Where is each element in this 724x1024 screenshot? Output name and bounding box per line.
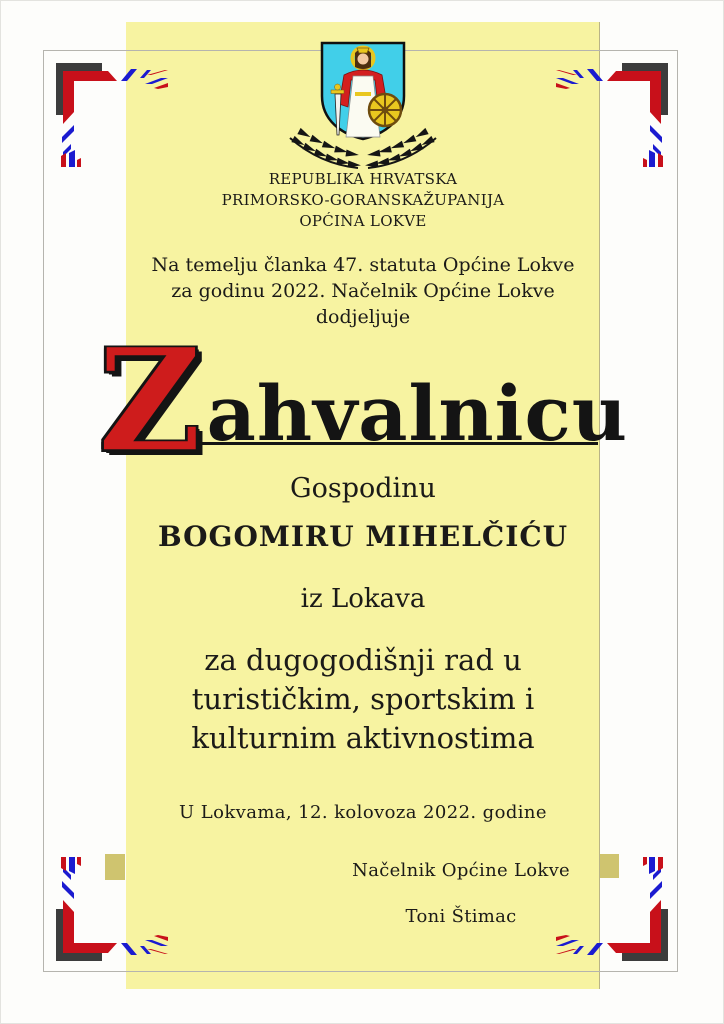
award-reason bbox=[126, 641, 600, 758]
title-rest: ahvalnicu bbox=[206, 369, 629, 458]
coat-of-arms-icon bbox=[126, 40, 600, 172]
recipient-origin: iz Lokava bbox=[300, 584, 426, 614]
signature-block bbox=[352, 860, 570, 927]
authority-header bbox=[126, 169, 600, 232]
header-line: OPĆINA LOKVE bbox=[299, 212, 427, 230]
body-line: turističkim, sportskim i bbox=[191, 682, 535, 716]
certificate-title bbox=[97, 318, 629, 484]
header-line: REPUBLIKA HRVATSKA bbox=[268, 170, 458, 188]
date-line: U Lokvama, 12. kolovoza 2022. godine bbox=[179, 802, 547, 823]
body-line: kulturnim aktivnostima bbox=[191, 721, 535, 755]
intro-line: Na temelju članka 47. statuta Općine Lokve bbox=[151, 254, 575, 276]
shield-icon bbox=[322, 43, 404, 139]
recipient-name: BOGOMIRU MIHELČIĆU bbox=[157, 520, 569, 553]
signature-role: Načelnik Općine Lokve bbox=[352, 860, 570, 881]
recipient-salutation: Gospodinu bbox=[290, 473, 436, 504]
intro-line: za godinu 2022. Načelnik Općine Lokve dodjeljuje bbox=[171, 280, 555, 328]
title-initial: Z bbox=[97, 318, 202, 484]
signature-name: Toni Štimac bbox=[405, 906, 517, 927]
corner-ornament-bottom-right-icon bbox=[556, 857, 676, 969]
corner-ornament-bottom-left-icon bbox=[48, 857, 168, 969]
header-line: PRIMORSKO-GORANSKAŽUPANIJA bbox=[221, 191, 505, 209]
body-line: za dugogodišnji rad u bbox=[204, 643, 522, 677]
